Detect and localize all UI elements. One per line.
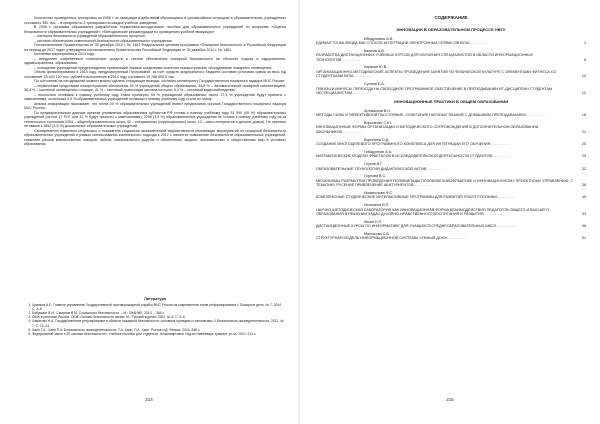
paragraph: Объем финансирования в 2014 году, предусмотренный Программой, за счет средств федерального бюджета составил (итоговая сумма за весь год составляет 25 440 120 тыс. рублей и выполнение в 2014 году составило 10 768 000,0 тыс. <box>24 70 286 79</box>
toc-entry[interactable]: Исмагилова Ф.С. КОМПЛЕКСНЫЕ СТУДЕНЧЕСКИЕ ИНТЕРАКТИВНЫЕ ПРОГРАММЫ ДЛЯ РАЗВИТИЯ РОБОТОТЕХНИКИ............ 40 <box>316 190 586 200</box>
toc-title-text: ОРГАНИЗАЦИОННО-МЕТОДИЧЕСКИЕ АСПЕКТЫ ПРОВЕДЕНИЯ ЗАНЯТИЙ ПО ФИЗИЧЕСКОЙ КУЛЬТУРЕ С ЭЛЕМЕНТАМИ ФИТНЕСА СО СТУДЕНТКАМИ ВУЗА <box>316 69 557 79</box>
toc-entry[interactable]: Милюкова С.В. СТРУКТУРНАЯ МОДЕЛЬ ИНФОРМАЦИОННОЙ СИСТЕМЫ «УМНЫЙ ДОМ»............ 51 <box>316 231 586 241</box>
toc-author: Корякин Ю.В. <box>364 65 388 70</box>
toc-page: 21 <box>581 129 586 134</box>
toc-title-text: КОМПЛЕКСНЫЕ СТУДЕНЧЕСКИЕ ИНТЕРАКТИВНЫЕ ПРОГРАММЫ ДЛЯ РАЗВИТИЯ РОБОТОТЕХНИКИ <box>316 195 497 200</box>
toc-title-text: СОЗДАНИЕ МНОГОЦЕЛЕВОГО ПРОГРАММНОГО КОМПЛЕКСА ДЛЯ ИНТЕГРАЦИИ ЕГО ОБУЧЕНИЯ <box>316 142 491 147</box>
toc-author: Каюсов А.В. <box>364 48 385 53</box>
toc-page: 6 <box>583 57 586 62</box>
toc-title-text: ИННОВАЦИОННЫЕ ФОРМЫ ОРГАНИЗАЦИИ И МЕТОДИЧЕСКОГО СОПРОВОЖДЕНИЯ В ДОПОЛНИТЕЛЬНОМ ОБРАЗОВАНИИ ШКОЛЬНИКОВ <box>316 125 539 134</box>
toc-author: Исмагилова Ф.С. <box>364 190 394 195</box>
toc-title-text: СТРУКТУРНАЯ МОДЕЛЬ ИНФОРМАЦИОННОЙ СИСТЕМЫ «УМНЫЙ ДОМ» <box>316 236 447 241</box>
toc-entry[interactable]: Горлова В.С. МЕХАНИЗМЫ РАЗРАБОТКИ ПРОВЕДЕНИЯ ПОЛИМИПАДЫ ПОЭЛИЗНЕЧНИОФРМАТИКЕ И ИННОВАЦИОННОМУ ПРОЕКТНОМУ УПРАВЛЕНИЮ, С ТЕМАТИКУ РУСЕНИЕ ПРИВЛЕЧЕНИЕ АБИТУРИЕНТОВ............ 36 <box>316 174 586 188</box>
references-heading: Литература <box>144 297 166 301</box>
toc-title-text: МАТЕМАТИЧЕСКИЕ МОДЕЛИ ФРАКТАЛОВ В ИССЛЕДОВАТЕЛЬСКОЙ ДЕЯТЕЛЬНОСТИ СТУДЕНТОВ <box>316 154 492 159</box>
reference-item: 6. Федеральный закон «Об основах безопасности»: Учебное пособие для студентов. Нижневартовск: Изд-во Нижневарт. гуманит. ун-та, 2010. 212 с. <box>32 332 286 336</box>
paragraph: – первичными средствами пожаротушения обеспечены 94 % учреждений общего образования, 54,8 % – автоматической пожарной сигнализацией, 36,4 % – системой оповещения о пожаре, 41 % – системой трансляции сигнала на пульт, 6,3 % – системой видеонаблюдения; <box>24 83 286 92</box>
toc-page: 40 <box>581 195 586 200</box>
paragraph: – паспорта безопасности учреждений образовательного процесса; <box>34 34 146 38</box>
toc-author: Гибадуллин А.А. <box>364 149 393 154</box>
right-page <box>300 0 600 424</box>
paragraph: Анализ информации показывает, что почти 25 % образовательных учреждений имеют предписания органов Государственного пожарного надзора МЧС России. <box>24 101 286 110</box>
toc-title-text: ПЛЮСЫ И МИНУСЫ ПЕРЕХОДА НА СВОБОДНОЕ ПРОГРАММНОЕ ОБЕСПЕЧЕНИЕ В ПРЕПОДАВАНИИ ИТ-ДИСЦИПЛИН СТУДЕНТАМ НЕСПЕЦИАЛИСТАМ <box>316 86 553 96</box>
toc-page: 18 <box>581 113 586 118</box>
section-heading: ИННОВАЦИОННЫЕ ПРАКТИКИ В ОБЩЕМ ОБРАЗОВАНИИ <box>393 98 509 104</box>
paragraph: По состоянию на сегодняшний момент можно сделать следующие выводы, согласно мониторингу Государственного пожарного надзора МЧС России: <box>34 79 286 83</box>
paragraph: Ключевые мероприятия в 2014 году: <box>34 52 96 56</box>
paragraph: В 2006 г. органами образования разработаны нормативно-методические пособия для образовательных учреждений по вопросам: «Оценка безопасности образовательных учреждений»; «Методические рекомендации по проведению учебной эвакуации»; <box>24 25 286 34</box>
section-heading: ИННОВАЦИИ В ОБРАЗОВАТЕЛЬНОМ ПРОЦЕССЕ НВГУ <box>396 26 506 32</box>
toc-entry[interactable]: Корякин Ю.В. ОРГАНИЗАЦИОННО-МЕТОДИЧЕСКИЕ АСПЕКТЫ ПРОВЕДЕНИЯ ЗАНЯТИЙ ПО ФИЗИЧЕСКОЙ КУЛЬТУРЕ С ЭЛЕМЕНТАМИ ФИТНЕСА СО СТУДЕНТКАМИ ВУЗА............ 10 <box>316 65 586 79</box>
reference-item: 5. Хаин Т.А., Хаин П.А. Безопасность жизнедеятельности: Т.А. Хаин, П.А. Хаин. Ростов н/Д: Феникс, 2004. 286 с. <box>32 328 286 332</box>
toc-page: 29 <box>581 154 586 159</box>
toc-author: Кекин Н.П. <box>364 219 383 224</box>
toc-entry[interactable]: Каюсов А.В. РАЗРАБОТКА ДИСТАНЦИОННЫХ УЧЕБНЫХ КУРСОВ ДЛЯ ОБУЧЕНИЯ СПЕЦИАЛИСТОВ В ОБЛАСТИ ИНФОРМАЦИОННЫХ ТЕХНОЛОГИЙ............ 6 <box>316 48 586 62</box>
toc-page: 51 <box>581 236 586 241</box>
toc-author: Сулина Е.А. <box>364 82 385 87</box>
reference-item: 2. Бабушкин В.И., Смирнов В.М. Социология безопасности. – М.: ЗНАНИЕ, 2010. – 364 с. <box>32 311 286 315</box>
page-number: 214 <box>145 397 153 402</box>
paragraph: – полностью готовыми к новому учебному году стали примерно 94 % учреждений образования, около 37,5 % учреждений будут приняты с замечаниями, остальные 8,5 % образовательных учреждений готовыми к новому учебному году стали по плану. <box>24 92 286 101</box>
toc-entry[interactable]: Вороненко С.Ю. ИННОВАЦИОННЫЕ ФОРМЫ ОРГАНИЗАЦИИ И МЕТОДИЧЕСКОГО СОПРОВОЖДЕНИЯ В ДОПОЛНИТЕЛЬНОМ ОБРАЗОВАНИИ ШКОЛЬНИКОВ............ 21 <box>316 120 586 134</box>
toc-author: Артамонов В.Н. <box>364 108 391 113</box>
toc-entry[interactable]: Глухов И.Г. ОБРАЗОВАТЕЛЬНЫЕ ТЕХНОЛОГИИ ДИДАКТИЧЕСКОЙ АКТИВ............ 32 <box>316 162 586 171</box>
toc-page: 36 <box>581 183 586 188</box>
paragraph: Количество проведенных тренировок за 2006 г. по эвакуации и действиям обучающихся в чрезвычайных ситуациях в образовательных учреждениях составило 390 тыс. – в среднем по 3 тренировки на каждое учебное заведение. <box>24 16 286 25</box>
toc-title-text: МЕТОДЫ СИЛЫ И ЭФФЕКТИВНОЙ РАССТОЯНИЕ, СОЧЕТАНИЕ НАУЧНЫХ ЗНАНИЙ С ДОМАШНИМ ПРЕПОДАВАНИЕМ <box>316 113 526 118</box>
paragraph: Своевременно изменены результаты и показатели социально-экономической эффективности реализации мероприятий по пожарной безопасности образовательных учреждений в рамках использования комплексного подхода к 2017 г. является повышение безопасности образовательных учреждений, снижение рисков возникновения пожаров, гибели, материального ущерба и обеспечение защиты, экономических и общественных мер в условиях образования. <box>24 128 286 146</box>
page-number: 215 <box>446 397 454 402</box>
paragraph: – внедрение современных технических средств и систем обеспечения пожарной безопасности на объектах отдыха и оздоровления, здравоохранения, образования; <box>24 56 286 65</box>
toc-title-text: ЕДИНАЯ ТОЧКА ВХОДА КАК СПОСОБ ИНТЕГРАЦИИ ЭЛЕКТРОННЫХ СЕРВИСОВ ВУЗА <box>316 41 470 45</box>
reference-item: 1. Чумаков А.П. Главное управление Государственной противопожарной службы МЧС России на современном этапе реформирования // Пожарное дело. № 7. 2004. С. 2–6. <box>32 303 286 311</box>
toc-author: Вороненко С.Ю. <box>364 120 392 125</box>
references <box>24 297 286 336</box>
toc-author: Ибадуллина А.В. <box>364 36 394 41</box>
toc-page: 25 <box>581 142 586 147</box>
toc-page: 12 <box>581 91 586 96</box>
toc-author: Горлова В.С. <box>364 174 387 179</box>
paragraph: – оснащение учреждений предупреждения организаций новыми средствами спасения пожаротушения, оборудование пожарных оповещения. <box>34 65 273 70</box>
toc-entry[interactable]: Ибадуллина А.В. ЕДИНАЯ ТОЧКА ВХОДА КАК СПОСОБ ИНТЕГРАЦИИ ЭЛЕКТРОННЫХ СЕРВИСОВ ВУЗА............ 3 <box>316 36 586 45</box>
toc-page: 32 <box>581 166 586 171</box>
toc-entry[interactable]: Сулина Е.А. ПЛЮСЫ И МИНУСЫ ПЕРЕХОДА НА СВОБОДНОЕ ПРОГРАММНОЕ ОБЕСПЕЧЕНИЕ В ПРЕПОДАВАНИИ ИТ-ДИСЦИПЛИН СТУДЕНТАМ НЕСПЕЦИАЛИСТАМ............ 12 <box>316 82 586 96</box>
reference-item: 3. ОБЖ в регионах России. ОБЖ. Основы безопасности жизни. М.: Русский журнал. 2002. № 8. С. 3–6. <box>32 315 286 319</box>
reference-item: 4. Хаматова Н.А. Государственное регулирование в области пожарной безопасности: основные принципы и механизмы. // Безопасность жизнедеятельности. 2012. № 7. С. 22–24. <box>32 319 286 327</box>
body-text <box>24 16 286 147</box>
toc-author: Глухов И.Г. <box>364 162 383 166</box>
toc-page: 46 <box>581 224 586 229</box>
paragraph: По предварительным данным органов управления образованием субъектов РФ готовы к новому учебному году 51 590 (95 %) образовательных учреждений (из них 17 979, или 32 % будут приняты с замечаниями); 2296 (3,5 %) образовательных учреждения не готовы к новому учебному году из-за технического состояния 2254 – общеобразовательных школ, 42 – специальных (коррекционных) школ, 12 – школ-интернатов и детских домов). Не приняты готовыми к 1852 (4,5 %) дошкольных образовательных учреждений. <box>24 110 286 128</box>
table-of-contents <box>316 16 586 244</box>
toc-entry[interactable]: Артамонов В.Н. МЕТОДЫ СИЛЫ И ЭФФЕКТИВНОЙ РАССТОЯНИЕ, СОЧЕТАНИЕ НАУЧНЫХ ЗНАНИЙ С ДОМАШНИМ ПРЕПОДАВАНИЕМ............ 18 <box>316 108 586 118</box>
toc-title-text: МЕХАНИЗМЫ РАЗРАБОТКИ ПРОВЕДЕНИЯ ПОЛИМИПАДЫ ПОЭЛИЗНЕЧНИОФРМАТИКЕ И ИННОВАЦИОННОМУ ПРОЕКТНОМУ УПРАВЛЕНИЮ, С ТЕМАТИКУ РУСЕНИЕ ПРИВЛЕЧЕНИЕ АБИТУРИЕНТОВ <box>316 178 574 188</box>
toc-title-text: ДИСТАНЦИОННЫЕ КУРСЫ ПО ИНФОРМАТИКЕ ДЛЯ УЧАЩИХСЯ СРЕДНЕОБРАЗОВАТЕЛЬНЫХ ШКОЛ <box>316 224 496 229</box>
toc-author: Милюкова С.В. <box>364 231 390 236</box>
toc-title-text: ОБРАЗОВАТЕЛЬНЫЕ ТЕХНОЛОГИИ ДИДАКТИЧЕСКОЙ АКТИВ <box>316 166 427 171</box>
toc-entry[interactable]: Воронина О.Д. СОЗДАНИЕ МНОГОЦЕЛЕВОГО ПРОГРАММНОГО КОМПЛЕКСА ДЛЯ ИНТЕГРАЦИИ ЕГО ОБУЧЕНИЯ............ 25 <box>316 137 586 147</box>
toc-entry[interactable]: Кекин Н.П. ДИСТАНЦИОННЫЕ КУРСЫ ПО ИНФОРМАТИКЕ ДЛЯ УЧАЩИХСЯ СРЕДНЕОБРАЗОВАТЕЛЬНЫХ ШКОЛ............ 46 <box>316 219 586 229</box>
paragraph: Постановлением Правительства от 30 декабря 2012 г. № 1481 Федеральная целевая программа «Пожарная безопасность в Российской Федерации на период до 2017 года» утверждена постановлением Правительства Российской Федерации от 30 декабря 2012 г. № 1481. <box>24 43 286 52</box>
toc-title: СОДЕРЖАНИЕ <box>434 15 468 20</box>
toc-page: 3 <box>583 41 586 45</box>
toc-entry[interactable]: Гибадуллин А.А. МАТЕМАТИЧЕСКИЕ МОДЕЛИ ФРАКТАЛОВ В ИССЛЕДОВАТЕЛЬСКОЙ ДЕЯТЕЛЬНОСТИ СТУДЕНТОВ............ 29 <box>316 149 586 159</box>
toc-page: 43 <box>581 212 586 217</box>
paragraph: – система обеспечения комплексной безопасности образовательного учреждения. <box>34 38 173 43</box>
toc-author: Воронина О.Д. <box>364 137 390 142</box>
references-list <box>24 303 286 336</box>
toc-author: Истомина И.П. <box>364 203 390 208</box>
toc-title-text: РАЗРАБОТКА ДИСТАНЦИОННЫХ УЧЕБНЫХ КУРСОВ ДЛЯ ОБУЧЕНИЯ СПЕЦИАЛИСТОВ В ОБЛАСТИ ИНФОРМАЦИОННЫХ ТЕХНОЛОГИЙ <box>316 53 533 62</box>
toc-page: 10 <box>581 74 586 79</box>
toc-title-text: НАУЧНО-МЕТОДИЧЕСКАЯ ЛАБОРАТОРИЯ КАК ИННОВАЦИОННАЯ ФОРМА ВЗАИМОДЕЙСТВИЯ ПЕДАГОГОВ ОБЩЕГО И ВЫСШЕГО ОБРАЗОВАНИЯ В РЕШЕНИИ ЗАДАЧ ДУХОВНО-НРАВСТВЕННОГО ВОСПИТАНИЯ И РАЗВИТИЯ <box>316 207 550 217</box>
toc-entry[interactable]: Истомина И.П. НАУЧНО-МЕТОДИЧЕСКАЯ ЛАБОРАТОРИЯ КАК ИННОВАЦИОННАЯ ФОРМА ВЗАИМОДЕЙСТВИЯ ПЕДАГОГОВ ОБЩЕГО И ВЫСШЕГО ОБРАЗОВАНИЯ В РЕШЕНИИ ЗАДАЧ ДУХОВНО-НРАВСТВЕННОГО ВОСПИТАНИЯ И РАЗВИТИЯ............ 43 <box>316 203 586 217</box>
left-page <box>0 0 298 424</box>
